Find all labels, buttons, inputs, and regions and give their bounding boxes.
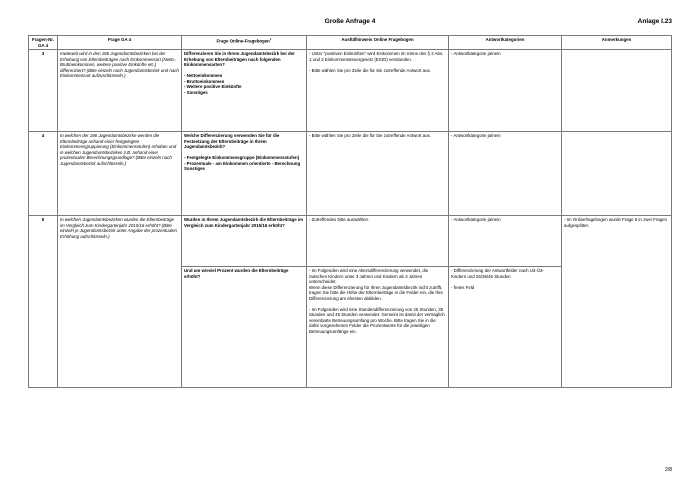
question-number: 4 [29, 132, 58, 216]
column-header-answers: Antwortkategorien [449, 36, 562, 50]
hint-text: - Bitte wählen Sie pro Zeile die für Sie zutreffende Antwort aus. [309, 133, 431, 138]
remarks-cell [562, 50, 672, 132]
hint-cell [307, 50, 449, 132]
answer-category: - Antwortkategorie ja/nein [451, 217, 501, 222]
online-question: Welche Differenzierung verwenden Sie für die Festsetzung der Elternbeiträge in Ihrem Jugendamtsbezirk? [184, 133, 280, 149]
hint-text: - Im Folgenden wird eine Altersdifferenzierung verwendet, die zwischen Kindern unter 3 Jahren und Kindern ab 3 Jahren unterscheidet. [309, 268, 429, 284]
annex-label: Anlage I.23 [637, 18, 672, 25]
ga-question: In welchen der 186 Jugendamtsbezirke werden die Elternbeiträge anhand einer festgelegten Einkommensgruppierung (Einkommensstufen) erhoben und in welchen Jugendamtsbezirken z.B. anhand einer prozentualen Berechnungsgrundlage? (Bitte einzeln nach Jugendamtsbezirk aufschlüsseln.) [58, 132, 182, 216]
column-header-hint: Ausfüllhinweis Online Fragebogen [307, 36, 449, 50]
answers-cell [449, 132, 562, 216]
page-number: 2/8 [665, 467, 672, 473]
hint-cell [307, 216, 449, 267]
online-question: Differenzieren Sie in Ihrem Jugendamtsbezirk bei der Erhebung von Elternbeiträgen nach folgenden Einkommensarten? [184, 51, 295, 67]
ga-question: In welchen Jugendamtsbezirken wurden die Elternbeiträge im Vergleich zum Kindergartenjahr 2015/16 erhöht? (Bitte einzeln je Jugendamtsbezirk unter Angabe der prozentualen Erhöhung aufschlüsseln.) [58, 216, 182, 388]
table-row [29, 132, 672, 216]
answer-category: - Antwortkategorie ja/nein [451, 51, 501, 56]
column-header-ga-question: Frage GA 4 [58, 36, 182, 50]
online-question: Und um wieviel Prozent wurden die Elternbeiträge erhöht? [184, 268, 289, 279]
answer-category: - Antwortkategorie ja/nein [451, 133, 501, 138]
question-number: 5 [29, 216, 58, 388]
column-header-online-question-label: Frage Online-Fragebogen [216, 38, 270, 44]
table-header-row [29, 36, 672, 50]
hint-text: - Bitte wählen Sie pro Zeile die für Sie zutreffende Antwort aus. [309, 67, 431, 73]
online-option: - Weitere positive Einkünfte [184, 84, 242, 89]
online-question-cell [182, 216, 307, 267]
online-option: - Sonstiges [184, 89, 208, 95]
online-option: - Bruttoeinkommen [184, 78, 225, 84]
hint-text: - Unter "positiven Einkünften" wird Einkommen im Sinne des § 2 Abs. 1 und 2 Einkommensteuergesetz (EStG) verstanden. [309, 51, 444, 62]
hint-text: - Zutreffendes bitte auswählen. [309, 217, 370, 222]
answer-category: - Differenzierung der Antwortfelder nach U3-Ü3-Kindern und 25/35/45 Stunden [451, 268, 544, 279]
column-header-number: Fragen-Nr. GA 4 [29, 36, 58, 50]
column-header-online-question [182, 36, 307, 50]
online-option: - Nettoeinkommen [184, 73, 223, 78]
footnote-marker: 1 [269, 37, 272, 41]
remarks-cell [562, 132, 672, 216]
answers-cell [449, 267, 562, 388]
question-number: 3 [29, 50, 58, 132]
online-question: Wurden in Ihrem Jugendamtsbezirk die Elternbeiträge im Vergleich zum Kindergartenjahr 2015/16 erhöht? [184, 217, 303, 228]
online-option: - Prozentuale - am Einkommen orientierte - Berechnung [184, 160, 301, 166]
table-row [29, 216, 672, 267]
answer-category: - freies Feld [451, 284, 475, 290]
questions-table [28, 35, 672, 388]
hint-text: Wenn diese Differenzierung für Ihren Jugendamtsbezirk nicht zutrifft, tragen Sie bitte die Höhe der Elternbeiträge in die Felder ein, die Ihre Differenzierung am ehesten abbilden. [309, 284, 443, 301]
document-title: Große Anfrage 4 [324, 18, 376, 25]
online-question-cell [182, 50, 307, 132]
online-option: Sonstiges [184, 166, 205, 171]
hint-cell [307, 132, 449, 216]
online-option: - Festgelegte Einkommensgruppe (Einkommensstufen) [184, 155, 300, 160]
hint-text: - Im Folgenden wird eine Stundendifferenzierung von 25 Stunden, 35 Stunden und 45 Stunden verwendet. Gemeint ist damit der vertraglich vereinbarte Betreuungsumfang pro Woche. Bitte tragen Sie in die dafür vorgesehenen Felder die Prozentwerte für die jeweiligen Betreuungsumfänge ein. [309, 306, 445, 334]
hint-cell [307, 267, 449, 388]
table-row [29, 50, 672, 132]
online-question-cell [182, 132, 307, 216]
remarks-cell: - Im Onlinefragebogen wurde Frage 5 in zwei Fragen aufgesplittet. [562, 216, 672, 388]
online-question-cell [182, 267, 307, 388]
ga-question: Inwieweit wird in den 186 Jugendamtsbezirken bei der Erhebung von Elternbeiträgen nach Einkommensart (Netto-, Bruttoeinkommen, weitere positive Einkünfte etc.) differenziert? (Bitte einzeln nach Jugendamtsbezirk und nach Einkommensart aufzuschlüsseln.) [58, 50, 182, 132]
answers-cell [449, 216, 562, 267]
answers-cell [449, 50, 562, 132]
column-header-remarks: Anmerkungen [562, 36, 672, 50]
